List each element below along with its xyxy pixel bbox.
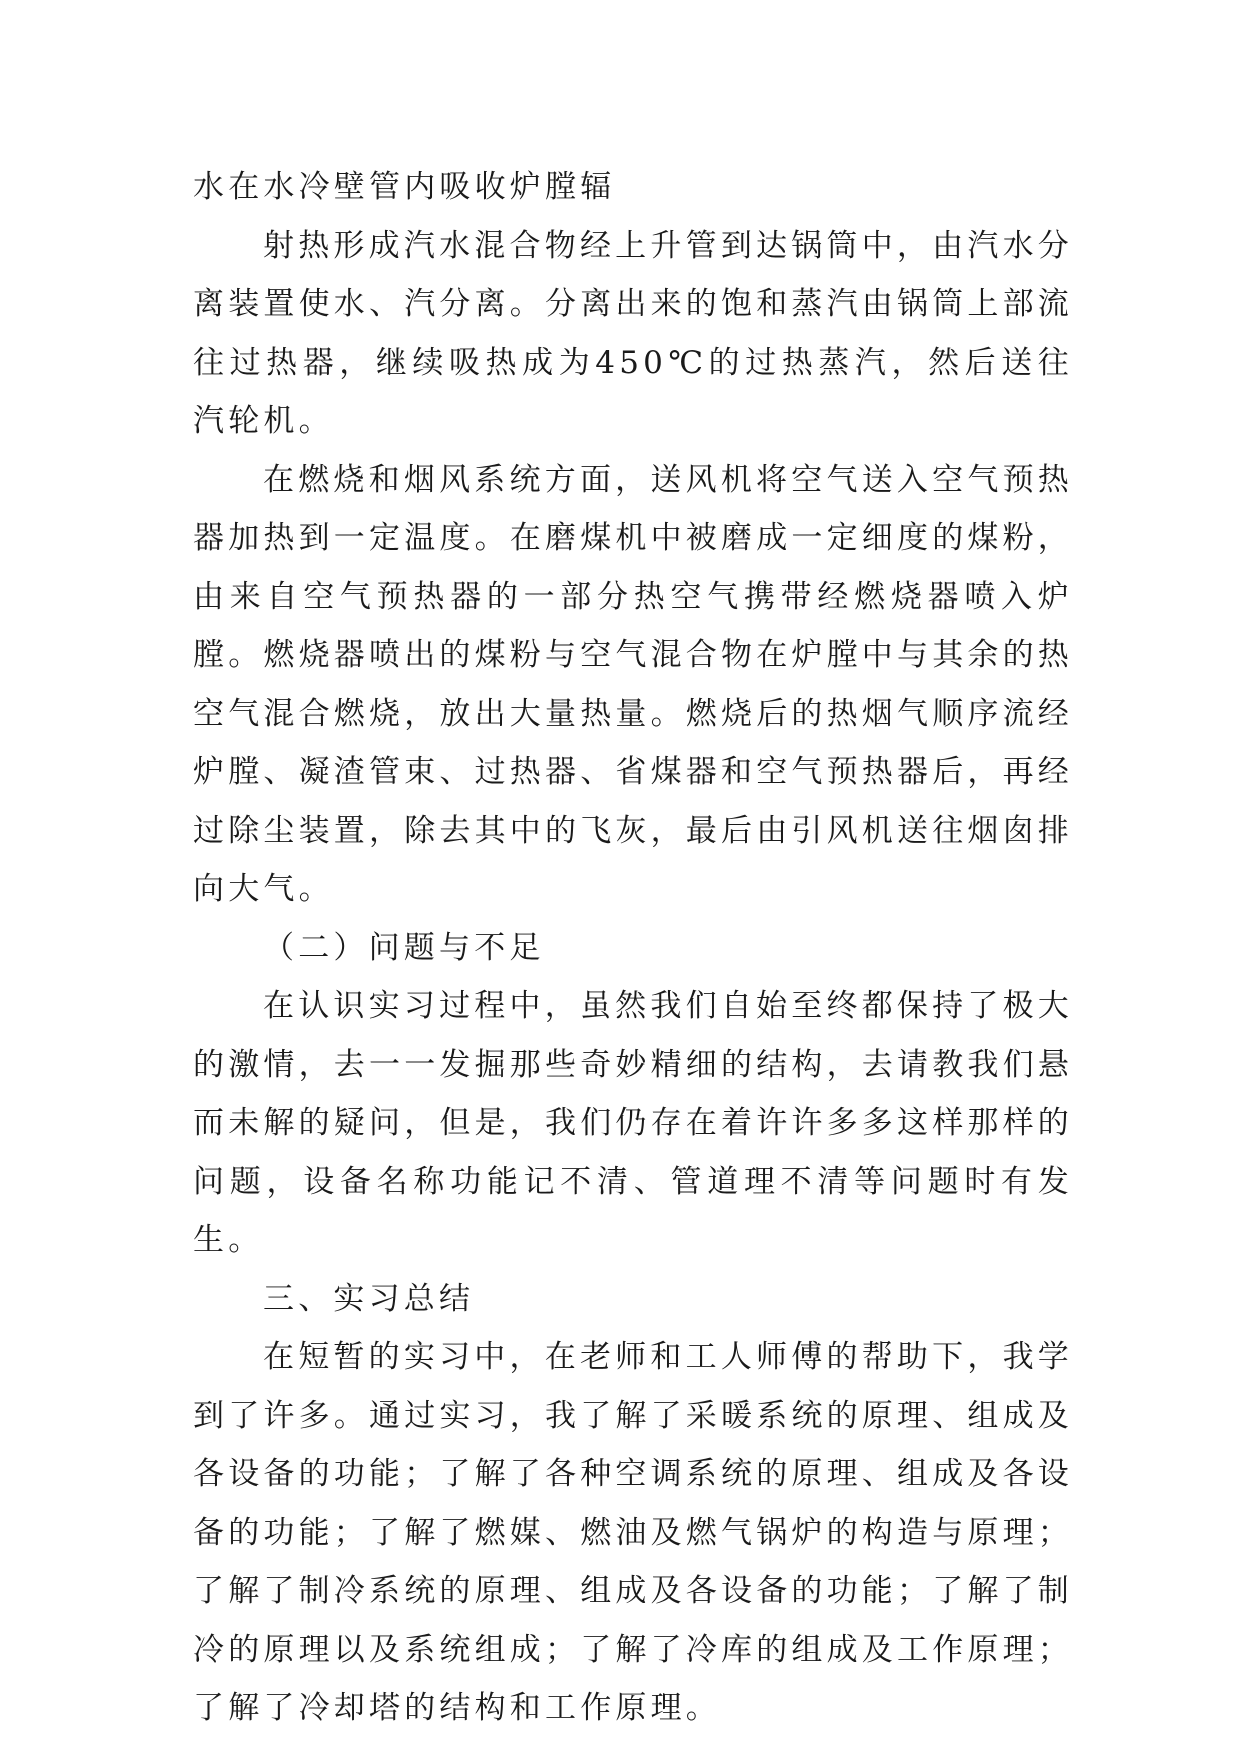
paragraph-summary: 在短暂的实习中，在老师和工人师傅的帮助下，我学到了许多。通过实习，我了解了采暖系统的原理、组成及各设备的功能；了解了各种空调系统的原理、组成及各设备的功能；了解了燃媒、燃油及燃气锅炉的构造与原理；了解了制冷系统的原理、组成及各设备的功能；了解了制冷的原理以及系统组成；了解了冷库的组成及工作原理；了解了冷却塔的结构和工作原理。 xyxy=(193,1339,1073,1726)
paragraph-steam-water-cycle: 射热形成汽水混合物经上升管到达锅筒中，由汽水分离装置使水、汽分离。分离出来的饱和蒸汽由锅筒上部流往过热器，继续吸热成为450℃的过热蒸汽，然后送往汽轮机。 xyxy=(193,227,1073,439)
section-heading-summary: 三、实习总结 xyxy=(263,1280,475,1317)
section-heading-problems: （二）问题与不足 xyxy=(263,929,545,966)
paragraph-problems: 在认识实习过程中，虽然我们自始至终都保持了极大的激情，去一一发掘那些奇妙精细的结构，去请教我们悬而未解的疑问，但是，我们仍存在着许许多多这样那样的问题，设备名称功能记不清、管道理不清等问题时有发生。 xyxy=(193,988,1073,1258)
paragraph-continuation: 水在水冷壁管内吸收炉膛辐 xyxy=(193,169,616,205)
document-body xyxy=(193,158,1073,1738)
paragraph-combustion-system: 在燃烧和烟风系统方面，送风机将空气送入空气预热器加热到一定温度。在磨煤机中被磨成一定细度的煤粉，由来自空气预热器的一部分热空气携带经燃烧器喷入炉膛。燃烧器喷出的煤粉与空气混合物在炉膛中与其余的热空气混合燃烧，放出大量热量。燃烧后的热烟气顺序流经炉膛、凝渣管束、过热器、省煤器和空气预热器后，再经过除尘装置，除去其中的飞灰，最后由引风机送往烟囱排向大气。 xyxy=(193,461,1073,907)
